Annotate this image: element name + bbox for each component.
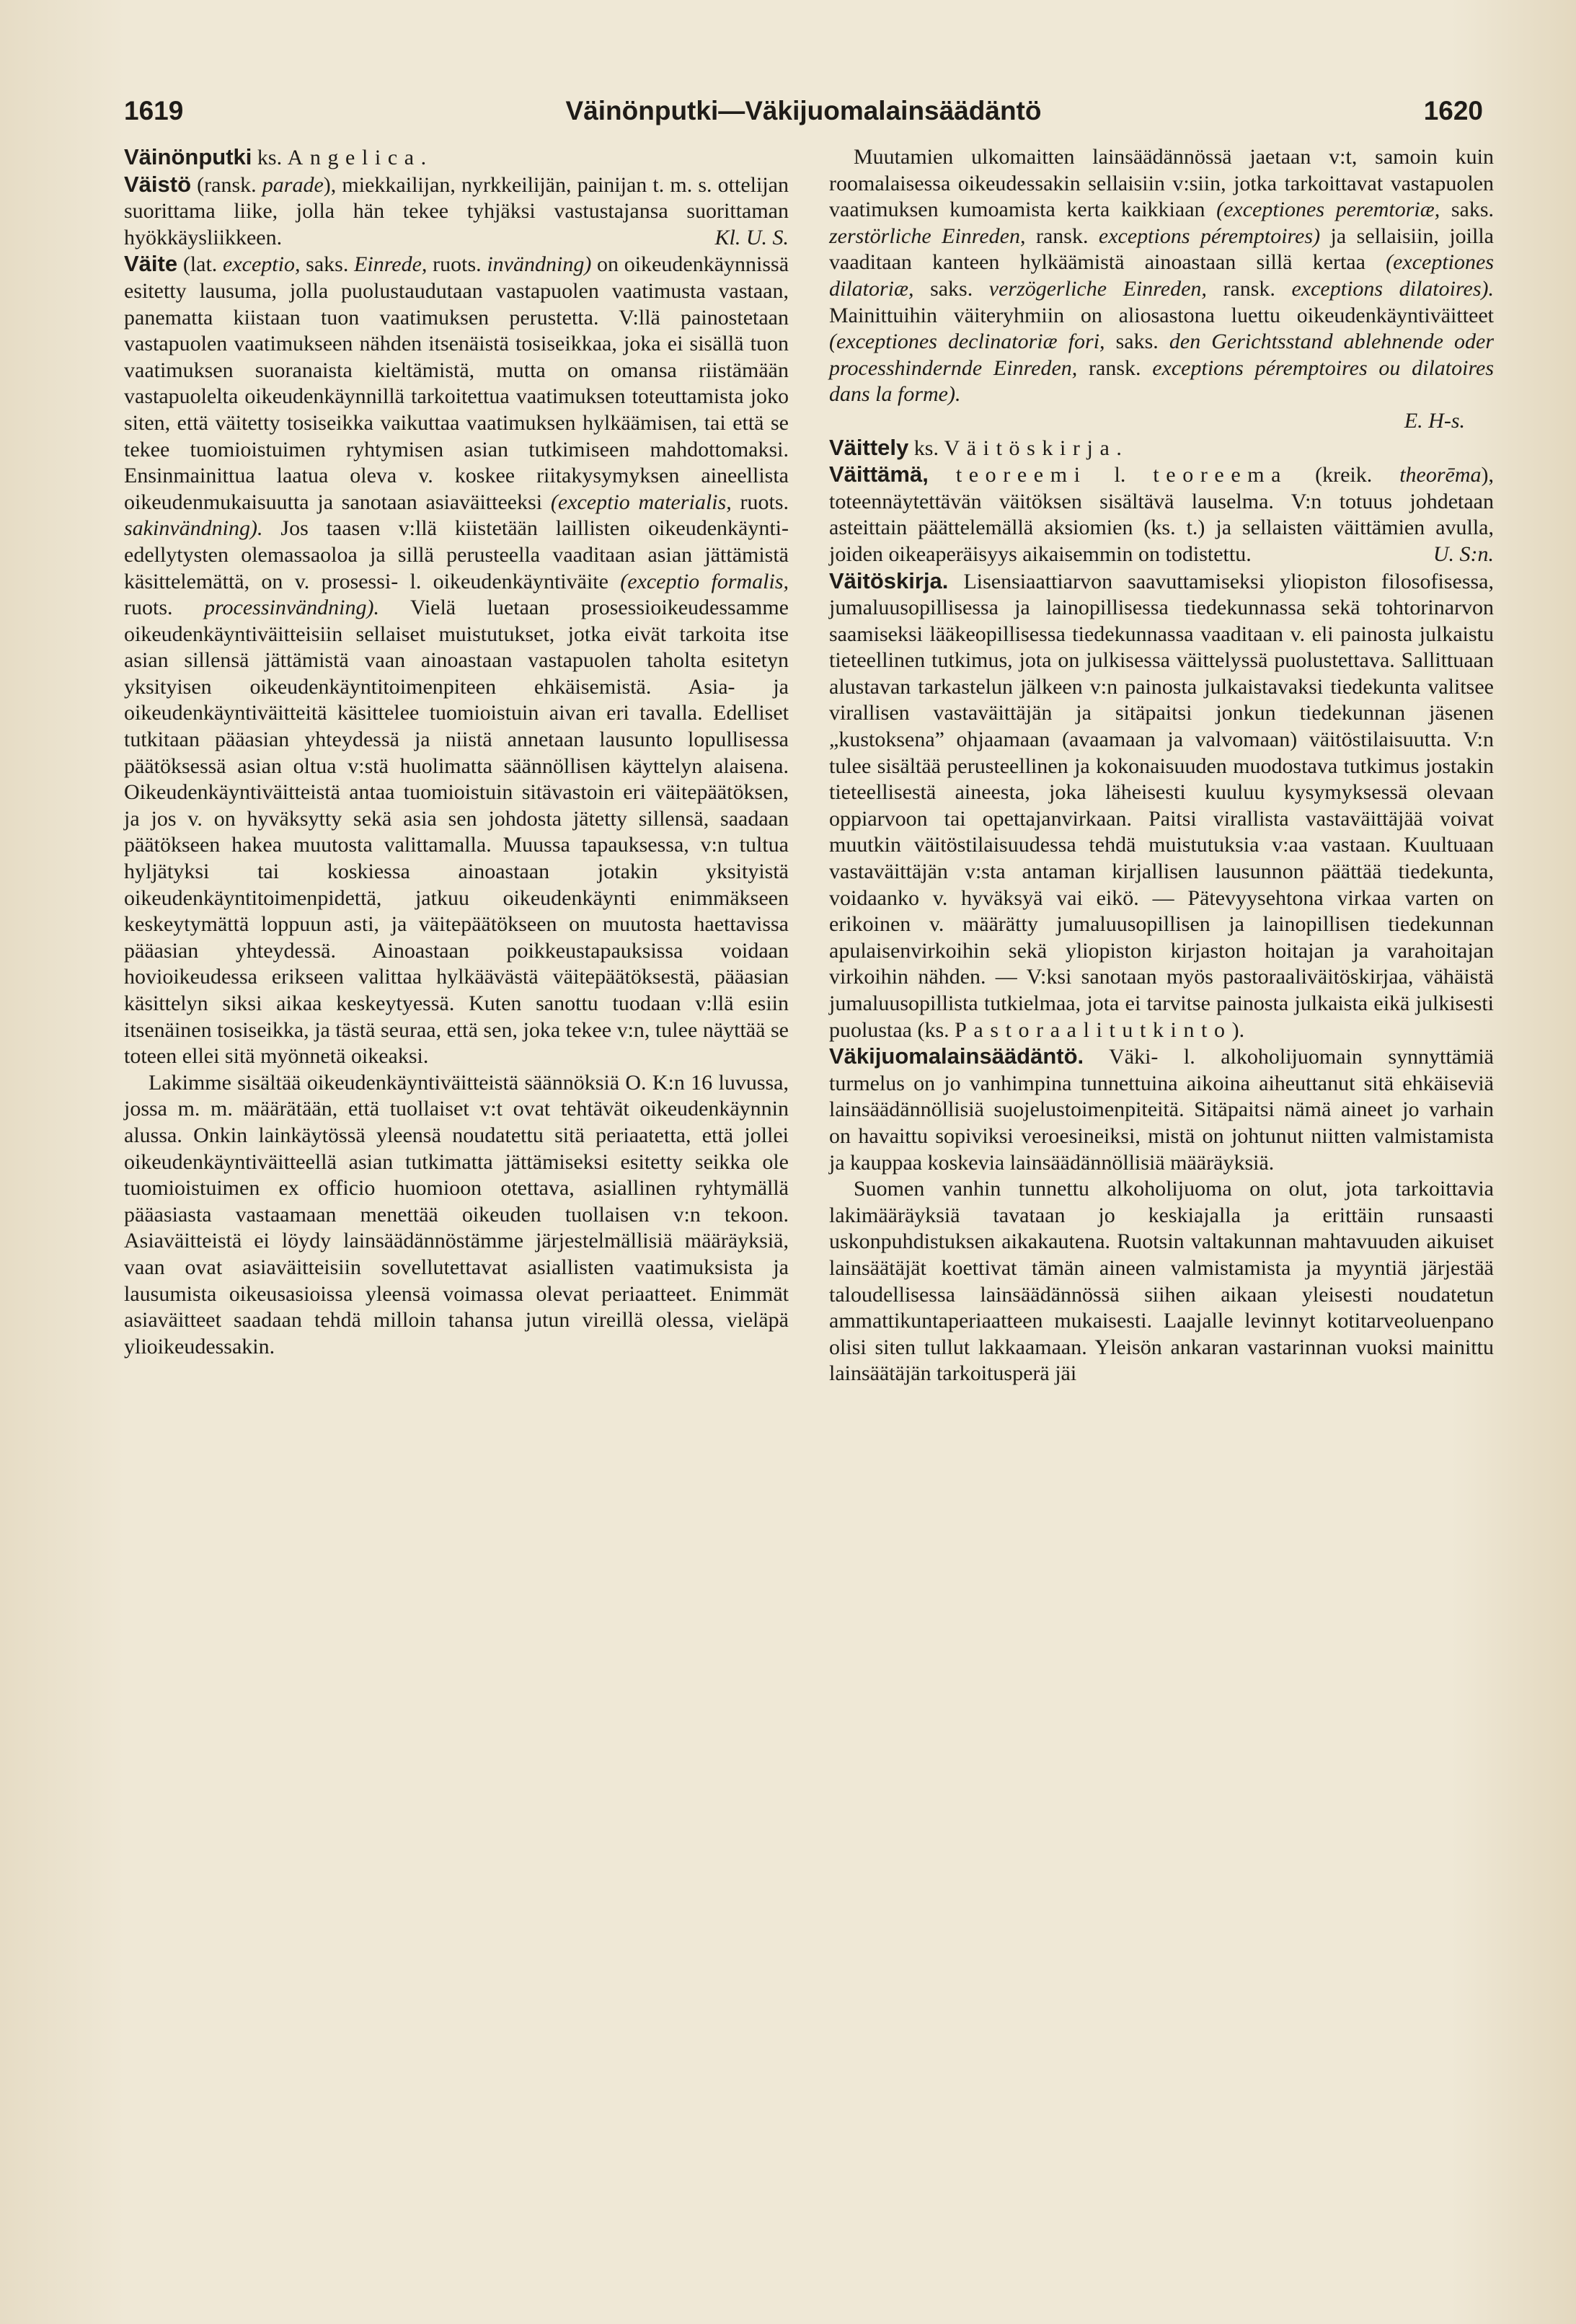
page-number-right: 1620 [1423,96,1483,125]
headword: Väistö [124,171,192,197]
paragraph-suomen: Suomen vanhin tunnettu alkoholijuoma on olut, jota tarkoittavia lakimääräyksiä tavataan jo keskiajalla ja erittäin runsaasti uskonpuhdistuksen aikakautena. Ruotsin valtakunnan mahtavuuden aikuiset lainsäätäjät koettivat tämän aineen valmistamista ja myyntiä järjestää taloudellisessa lainsäädännössä siihen aikaan yleisesti noudatetun ammattikuntaperiaatteen mukaisesti. Laajalle levinnyt kotitarveoluenpano olisi siten tullut lakkaamaan. Yleisön ankaran vastarinnan vuoksi mainittu lainsäätäjän tarkoitusperä jäi [829,1177,1494,1386]
headword: Väite [124,251,178,277]
entry-vaittely: Väittely ks. Väitöskirja. [829,434,1122,460]
left-column [124,144,789,1360]
headword: Väittely [829,434,909,460]
cross-reference: Väitöskirja [944,436,1117,460]
paragraph-muutamien: Muutamien ulkomaitten lainsäädännössä jaetaan v:t, samoin kuin roomalaisessa oikeudessakin sellaisiin v:siin, jotka tarkoittavat vastapuolen vaatimuksen kumoamista kerta kaikkiaan (exceptiones peremtoriæ, saks. zerstörliche Einreden, ransk. exceptions péremptoires) ja sellaisiin, joilla vaaditaan kanteen hylkäämistä ainoastaan sillä kertaa (exceptiones dilatoriæ, saks. verzögerliche Einreden, ransk. exceptions dilatoires). Mainittuihin väiteryhmiin on aliosastona luettu oikeudenkäyntiväitteet (exceptiones declinatoriæ fori, saks. den Gerichtsstand ablehnende oder processhindernde Einreden, ransk. exceptions péremptoires ou dilatoires dans la forme). E. H-s. [829,144,1494,435]
page-number-left: 1619 [124,96,184,125]
author-signature: E. H-s. [1404,408,1465,433]
cross-reference: Angelica [287,146,421,169]
running-title: Väinönputki—Väkijuomalainsäädäntö [565,96,1042,125]
author-signature: U. S:n. [1433,542,1494,566]
page-header [124,92,1483,130]
entry-vaisto: Väistö (ransk. parade), miekkailijan, nyrkkeilijän, painijan t. m. s. ottelijan suorittama liike, jolla hän tekee tyhjäksi vastustajansa suorittaman hyökkäysliikkeen. Kl. U. S. [124,172,789,252]
entry-vainonputki: Väinönputki ks. Angelica. [124,144,427,169]
headword: Väitöskirja. [829,567,949,593]
author-signature: Kl. U. S. [714,225,789,249]
right-column [829,144,1494,1387]
entry-vaite: Väite (lat. exceptio, saks. Einrede, ruots. invändning) on oikeudenkäynnissä esitetty lausuma, jolla puolustaudutaan vastapuolen vaatimusta vastaan, panematta kiistaan tuon vaatimuksen perustetta. V:llä painostetaan vastapuolen vaatimukseen nähden itsenäistä tosiseikkaa, joka ei sisällä tuon vaatimuksen suoranaista kieltämistä, mutta on omansa riistämään vastapuolelta oikeudenkäynnillä tarkoitettua vaatimuksen toteuttamista joko siten, että väitetty tosiseikka vaikuttaa vaatimuksen hylkäämisen, tai että se tekee tuomioistuimen ryhtymisen asian tutkimiseen mahdottomaksi. Ensinmainittua laatua oleva v. koskee riitakysymyksen aineellista oikeudenmukaisuutta ja sanotaan asiaväitteeksi (exceptio materialis, ruots. sakinvändning). Jos taasen v:llä kiistetään laillisten oikeudenkäynti-edellytysten olemassaoloa ja sillä perusteella vaaditaan asian jättämistä käsittelemättä, on v. prosessi- l. oikeudenkäyntiväite (exceptio formalis, ruots. processinvändning). Vielä luetaan prosessioikeudessamme oikeudenkäyntiväitteisiin sellaiset muistutukset, jotka eivät tarkoita itse asian sillensä jättämistä vaan ainoastaan vastapuolen taholta esitetyn yksityisen oikeudenkäyntitoimenpiteen ehkäisemistä. Asia- ja oikeudenkäyntiväitteitä käsittelee tuomioistuin aivan eri tavalla. Edelliset tutkitaan pääasian yhteydessä ja niistä annetaan lausunto lopullisessa päätöksessä asian oltua v:stä huolimatta säännöllisen käyttelyn alaisena. Oikeudenkäyntiväitteistä antaa tuomioistuin sitävastoin eri väitepäätöksen, ja jos v. on hyväksytty sekä asia sen johdosta jätetty sillensä, saadaan päätökseen hakea muutosta valittamalla. Muussa tapauksessa, v:n tultua hyljätyksi tai koskiessa ainoastaan jotakin yksityistä oikeudenkäyntitoimenpidettä, jatkuu oikeudenkäynti enimmäkseen keskeytymättä loppuun asti, ja väitepäätökseen on muutosta haettavissa pääasian yhteydessä. Ainoastaan poikkeustapauksissa voidaan hovioikeudessa erikseen valittaa hylkäävästä väitepäätöksestä, pääasian käsittelyn siksi aikaa keskeytyessä. Kuten sanottu tuodaan v:llä esiin itsenäinen tosiseikka, ja tästä seuraa, että sen, joka tekee v:n, tulee näyttää se toteen ellei sitä myönnetä oikeaksi. [124,251,789,1069]
entry-vaittama: Väittämä, teoreemi l. teoreema (kreik. theorēma), toteennäytettävän väitöksen sisältävä lauselma. V:n totuus johdetaan asteittain päättelemällä aksiomien (ks. t.) ja sellaisten väittämien avulla, joiden oikeaperäisyys aikaisemmin on todistettu. U. S:n. [829,461,1494,567]
entry-vaitoskirja: Väitöskirja. Lisensiaattiarvon saavuttamiseksi yliopiston filosofisessa, jumaluusopillisessa ja lainopillisessa tiedekunnassa sekä tohtorinarvon saamiseksi lääkeopillisessa tiedekunnassa vaaditaan v. eli painosta julkaistu tieteellinen tutkimus, jota on julkisessa väittelyssä puolustettava. Sallittuaan alustavan tarkastelun jälkeen v:n painosta julkaistavaksi tiedekunta valitsee virallisen vastaväittäjän ja sitäpaitsi jonkun tiedekunnan jäsenen „kustoksena” ohjaamaan (avaamaan ja valvomaan) väitöstilaisuutta. V:n tulee sisältää perusteellinen ja kokonaisuuden muodostava tutkimus jostakin tieteellisestä aineesta, joka läheisesti kuuluu kysymyksessä olevaan oppiarvoon tai opettajanvirkaan. Paitsi virallista vastaväittäjää voivat muutkin väitöstilaisuudessa tehdä muistutuksia v:aa vastaan. Kuultuaan vastaväittäjän v:sta antaman kirjallisen lausunnon päättää tiedekunta, voidaanko v. hyväksyä vai eikö. — Pätevyysehtona virkaa varten on erikoinen v. määrätty jumaluusopillisen ja lainopillisen tiedekunnan apulaisenvirkoihin sekä yliopiston kirjaston hoitajan ja varahoitajan virkoihin nähden. — V:ksi sanotaan myös pastoraaliväitöskirjaa, vähäistä jumaluusopillista tutkielmaa, jota ei tarvitse painosta julkaista eikä julkisesti puolustaa (ks. Pastoraalitutkinto). [829,567,1494,1042]
cross-reference: Pastoraalitutkinto [955,1017,1232,1042]
headword: Väittämä, [829,461,929,487]
headword: Väinönputki [124,144,252,169]
paragraph-lakimme: Lakimme sisältää oikeudenkäyntiväitteistä säännöksiä O. K:n 16 luvussa, jossa m. m. määrätään, että tuollaiset v:t ovat tehtävät oikeudenkäynnin alussa. Onkin lainkäytössä yleensä noudatettu sitä periaatetta, että jollei oikeudenkäyntiväitteellä asian tutkimatta jättämiseksi esitetty seikka ole tuomioistuimen ex officio huomioon otettava, asiallinen ryhtymällä pääasiasta vastaamaan menettää oikeuden tuollaisen v:n tekoon. Asiaväitteistä ei löydy lainsäädännöstämme järjestelmällisiä määräyksiä, vaan ovat asiaväitteisiin sovellutettavat asiallisten vaatimuksista ja lausumista oikeusasioissa yleensä voimassa olevat periaatteet. Enimmät asiaväitteet saadaan tehdä milloin tahansa jutun vireillä olessa, vieläpä ylioikeudessakin. [124,1070,789,1358]
headword: Väkijuomalainsäädäntö. [829,1043,1084,1069]
entry-vakijuomalainsaadanto: Väkijuomalainsäädäntö. Väki- l. alkoholijuomain synnyttämiä turmelus on jo vanhimpina tunnettuina aikoina aiheuttanut sitä ehkäiseviä lainsäädännöllisiä suojelustoimenpiteitä. Sitäpaitsi nämä aineet jo varhain on havaittu sopiviksi veroesineiksi, mistä on johtunut niitten valmistamista ja kauppaa koskevia lainsäädännöllisiä määräyksiä. [829,1043,1494,1175]
